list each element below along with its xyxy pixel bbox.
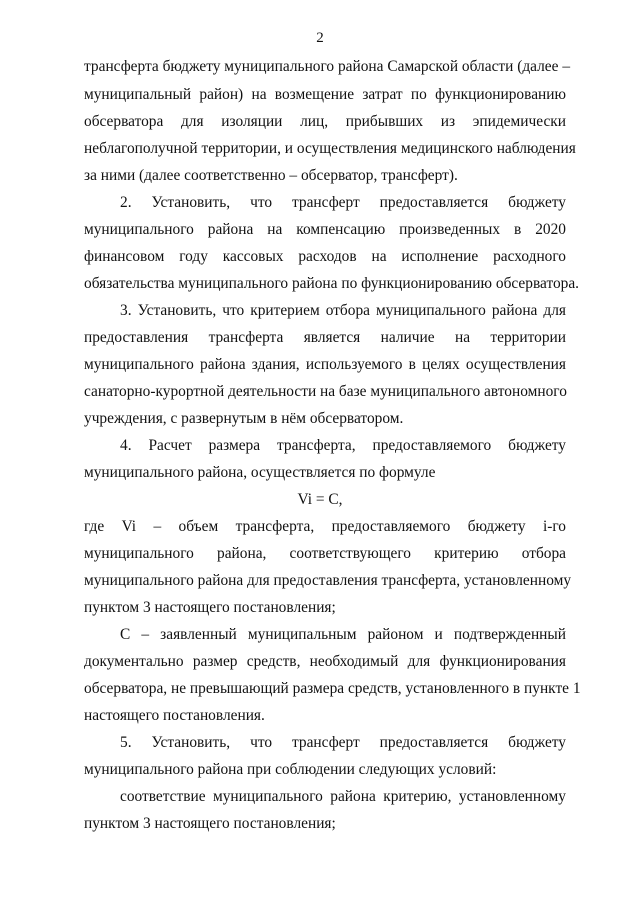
page-number: 2 (316, 30, 324, 46)
text-line: предоставления трансферта является наличие на территории (84, 329, 566, 346)
text-line: 5. Установить, что трансферт предоставляется бюджету (120, 734, 566, 751)
text-line: 4. Расчет размера трансферта, предоставляемого бюджету (120, 437, 566, 454)
text-line: где Vi – объем трансферта, предоставляемого бюджету i-го (84, 518, 566, 535)
text-line: документально размер средств, необходимый для функционирования (84, 653, 566, 670)
text-line: муниципальный район) на возмещение затрат по функционированию (84, 86, 566, 103)
text-line: учреждения, с развернутым в нём обсерватором. (84, 410, 404, 427)
text-line: C – заявленный муниципальным районом и подтвержденный (120, 626, 566, 643)
text-line: трансферта бюджету муниципального района Самарской области (далее – (84, 58, 571, 75)
text-line: пунктом 3 настоящего постановления; (84, 815, 336, 832)
text-line: 3. Установить, что критерием отбора муниципального района для (120, 302, 566, 319)
text-line: соответствие муниципального района критерию, установленному (120, 788, 566, 805)
text-line: муниципального района при соблюдении следующих условий: (84, 761, 497, 778)
text-line: муниципального района для предоставления трансферта, установленному (84, 572, 572, 589)
text-line: обсерватора для изоляции лиц, прибывших из эпидемически (84, 113, 566, 130)
formula: Vi = C, (297, 491, 343, 508)
text-line: финансовом году кассовых расходов на исполнение расходного (84, 248, 566, 265)
text-line: неблагополучной территории, и осуществления медицинского наблюдения (84, 140, 576, 157)
text-line: муниципального района, соответствующего критерию отбора (84, 545, 566, 562)
text-line: муниципального района на компенсацию произведенных в 2020 (84, 221, 566, 238)
text-line: настоящего постановления. (84, 707, 265, 724)
text-line: обязательства муниципального района по функционированию обсерватора. (84, 275, 580, 292)
text-line: обсерватора, не превышающий размера средств, установленного в пункте 1 (84, 680, 581, 697)
text-line: за ними (далее соответственно – обсерватор, трансферт). (84, 167, 458, 184)
text-line: санаторно-курортной деятельности на базе муниципального автономного (84, 383, 567, 400)
text-line: муниципального района здания, используемого в целях осуществления (84, 356, 566, 373)
text-line: муниципального района, осуществляется по формуле (84, 464, 436, 481)
text-line: пунктом 3 настоящего постановления; (84, 599, 336, 616)
text-line: 2. Установить, что трансферт предоставляется бюджету (120, 194, 566, 211)
